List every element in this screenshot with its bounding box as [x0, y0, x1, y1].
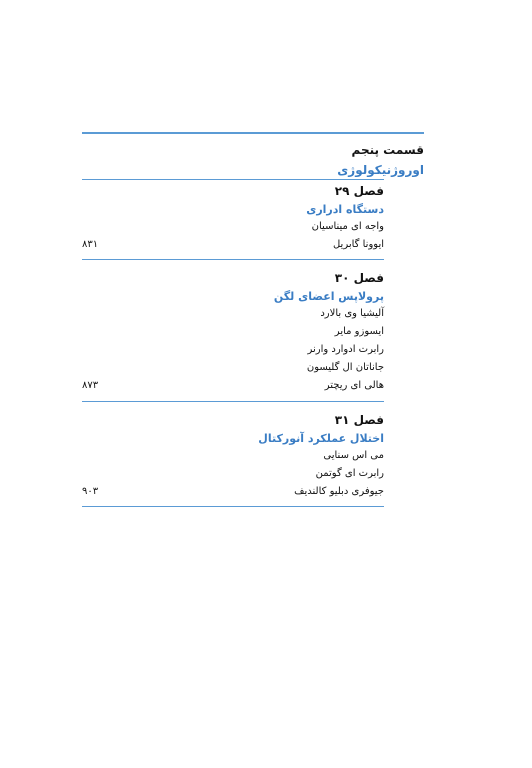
author-name: ایوونا گابریل — [332, 239, 384, 250]
chapter-subtitle: پرولاپس اعضای لگن — [273, 290, 384, 303]
chapter-29 — [82, 180, 384, 260]
part-title: قسمت پنجم — [351, 143, 424, 157]
page-number: ۹۰۳ — [82, 486, 99, 497]
author-name: رابرت ادوارد وارنر — [307, 344, 384, 355]
author-line — [82, 465, 384, 483]
author-name: ایسوزو مایر — [334, 326, 384, 337]
chapter-subtitle: اختلال عملکرد آنورکتال — [258, 432, 384, 445]
author-name: جاناتان ال گلیسون — [306, 362, 384, 373]
chapter-title: فصل ۳۱ — [334, 413, 384, 427]
author-name: رابرت ای گوتمن — [315, 468, 384, 479]
chapter-30 — [82, 260, 384, 402]
part-subtitle: اوروژنیکولوژی — [337, 163, 424, 177]
table-of-contents — [82, 132, 424, 507]
chapter-title: فصل ۳۰ — [334, 271, 384, 285]
page-number: ۸۳۱ — [82, 239, 99, 250]
author-line — [82, 359, 384, 377]
chapter-31 — [82, 402, 384, 507]
author-line — [82, 218, 384, 236]
author-line — [82, 447, 384, 465]
author-line — [82, 483, 384, 501]
chapter-subtitle: دستگاه ادراری — [306, 203, 384, 216]
chapter-title: فصل ۲۹ — [334, 184, 384, 198]
author-line — [82, 377, 384, 395]
author-name: آلیشیا وی بالارد — [320, 308, 384, 319]
author-line — [82, 341, 384, 359]
author-line — [82, 305, 384, 323]
author-line — [82, 323, 384, 341]
author-name: می اس سنایی — [323, 450, 384, 461]
page-number: ۸۷۳ — [82, 380, 99, 391]
part-header — [82, 134, 424, 179]
author-name: هالی ای ریچتر — [324, 380, 384, 391]
author-name: واجه ای میناسیان — [311, 221, 384, 232]
author-name: جیوفری دبلیو کالندیف — [294, 486, 384, 497]
author-line — [82, 236, 384, 254]
chapter-divider — [82, 506, 384, 507]
